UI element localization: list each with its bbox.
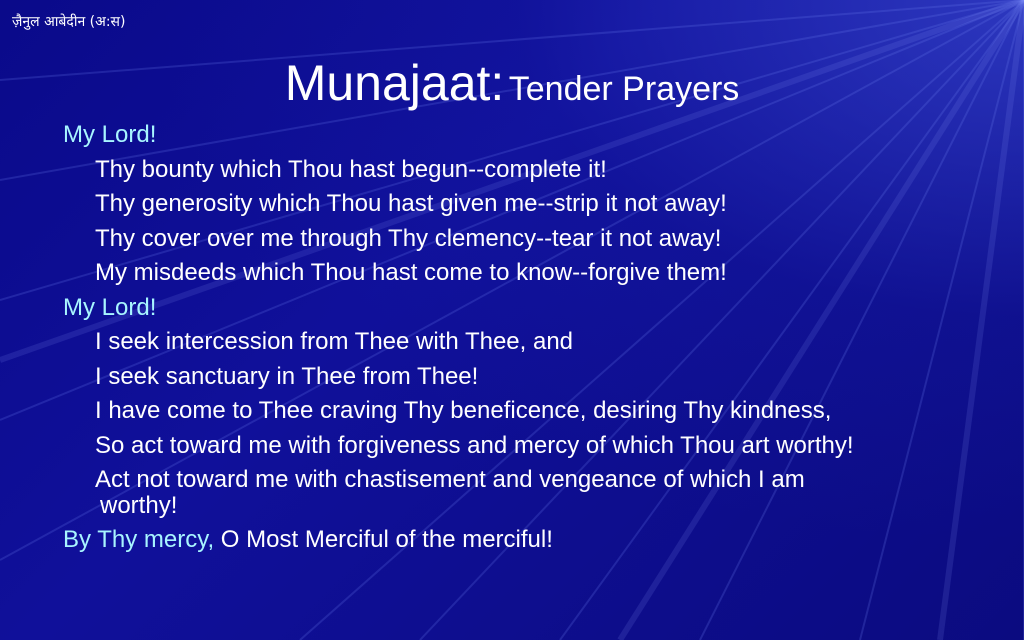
prayer-line: My misdeeds which Thou hast come to know--forgive them! <box>95 259 727 286</box>
title-main: Munajaat: <box>284 55 505 111</box>
prayer-heading: My Lord! <box>63 121 157 148</box>
prayer-heading: My Lord! <box>63 293 157 321</box>
prayer-closing <box>63 523 1013 558</box>
author-label: ज़ैनुल आबेदीन (अ:स) <box>12 14 126 30</box>
prayer-line-wrapped <box>63 467 1013 519</box>
prayer-line: So act toward me with forgiveness and mercy of which Thou art worthy! <box>95 431 854 459</box>
prayer-line: Thy bounty which Thou hast begun--complete it! <box>95 155 607 183</box>
title-subtitle: Tender Prayers <box>508 70 740 108</box>
prayer-line: Thy generosity which Thou hast given me--strip it not away! <box>95 190 727 217</box>
closing-rest: O Most Merciful of the merciful! <box>214 526 553 553</box>
prayer-text <box>63 118 1013 558</box>
prayer-line: I have come to Thee craving Thy beneficence, desiring Thy kindness, <box>95 397 832 424</box>
prayer-line-part: Act not toward me with chastisement and vengeance of which I am <box>95 466 805 493</box>
closing-accent: By Thy mercy, <box>63 526 215 553</box>
prayer-line: Thy cover over me through Thy clemency--tear it not away! <box>95 224 722 252</box>
slide-title <box>0 54 1024 112</box>
prayer-line: I seek intercession from Thee with Thee, and <box>95 328 574 355</box>
prayer-line-continuation: worthy! <box>100 492 178 519</box>
prayer-line: I seek sanctuary in Thee from Thee! <box>95 362 479 390</box>
